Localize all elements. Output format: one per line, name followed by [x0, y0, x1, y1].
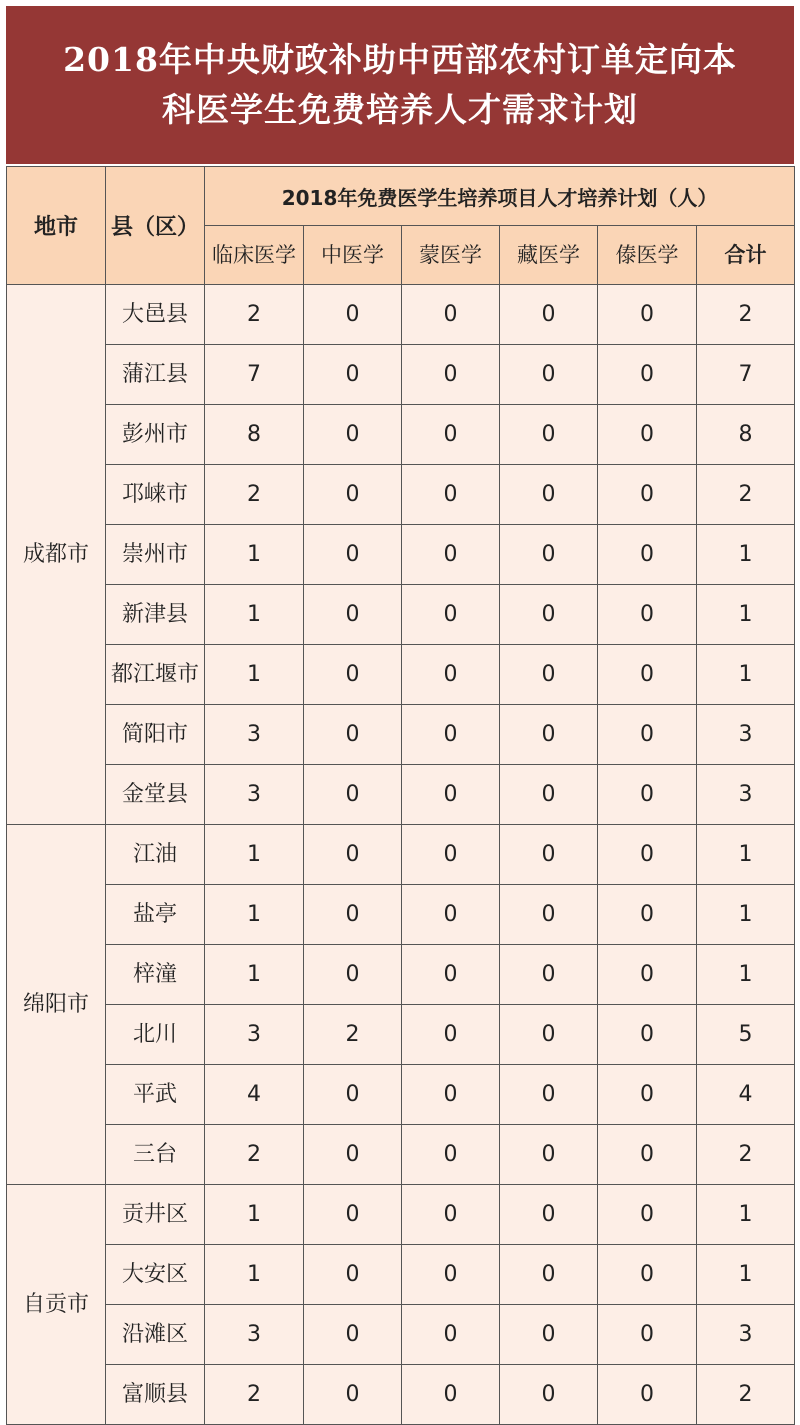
value-cell: 2	[697, 285, 795, 345]
value-cell: 0	[402, 705, 500, 765]
value-cell: 0	[598, 1245, 697, 1305]
value-cell: 0	[304, 1065, 402, 1125]
value-cell: 0	[304, 1305, 402, 1365]
value-cell: 1	[697, 525, 795, 585]
value-cell: 0	[402, 1065, 500, 1125]
value-cell: 0	[304, 465, 402, 525]
county-cell: 贡井区	[106, 1185, 205, 1245]
value-cell: 0	[598, 1125, 697, 1185]
county-cell: 金堂县	[106, 765, 205, 825]
value-cell: 0	[598, 825, 697, 885]
value-cell: 0	[402, 1125, 500, 1185]
value-cell: 0	[598, 1305, 697, 1365]
value-cell: 0	[402, 1245, 500, 1305]
city-cell: 自贡市	[7, 1185, 106, 1425]
value-cell: 1	[697, 645, 795, 705]
value-cell: 0	[402, 1365, 500, 1425]
value-cell: 3	[205, 1305, 304, 1365]
value-cell: 1	[697, 1245, 795, 1305]
value-cell: 0	[402, 945, 500, 1005]
value-cell: 0	[500, 1305, 598, 1365]
value-cell: 1	[697, 885, 795, 945]
value-cell: 0	[598, 1185, 697, 1245]
value-cell: 0	[304, 885, 402, 945]
value-cell: 0	[598, 405, 697, 465]
value-cell: 0	[304, 705, 402, 765]
value-cell: 0	[402, 1005, 500, 1065]
value-cell: 0	[500, 885, 598, 945]
county-cell: 蒲江县	[106, 345, 205, 405]
value-cell: 0	[402, 465, 500, 525]
value-cell: 0	[402, 765, 500, 825]
header-col-tcm: 中医学	[304, 226, 402, 285]
county-cell: 邛崃市	[106, 465, 205, 525]
value-cell: 2	[205, 285, 304, 345]
county-cell: 北川	[106, 1005, 205, 1065]
value-cell: 1	[697, 1185, 795, 1245]
value-cell: 3	[697, 765, 795, 825]
value-cell: 0	[598, 1065, 697, 1125]
value-cell: 0	[304, 345, 402, 405]
value-cell: 0	[304, 405, 402, 465]
value-cell: 1	[205, 885, 304, 945]
title-line-2: 科医学生免费培养人才需求计划	[162, 90, 638, 129]
county-cell: 平武	[106, 1065, 205, 1125]
value-cell: 0	[304, 1365, 402, 1425]
value-cell: 0	[598, 285, 697, 345]
value-cell: 0	[500, 1005, 598, 1065]
value-cell: 0	[500, 465, 598, 525]
value-cell: 0	[402, 405, 500, 465]
table-row	[7, 765, 795, 825]
table-row	[7, 1065, 795, 1125]
value-cell: 1	[205, 525, 304, 585]
value-cell: 1	[205, 945, 304, 1005]
value-cell: 2	[205, 1365, 304, 1425]
value-cell: 1	[697, 945, 795, 1005]
value-cell: 0	[304, 285, 402, 345]
county-cell: 江油	[106, 825, 205, 885]
value-cell: 5	[697, 1005, 795, 1065]
county-cell: 三台	[106, 1125, 205, 1185]
value-cell: 0	[500, 765, 598, 825]
header-col-dai: 傣医学	[598, 226, 697, 285]
value-cell: 3	[697, 1305, 795, 1365]
value-cell: 0	[304, 1185, 402, 1245]
value-cell: 0	[402, 345, 500, 405]
table-row	[7, 285, 795, 345]
value-cell: 0	[500, 1065, 598, 1125]
county-cell: 富顺县	[106, 1365, 205, 1425]
value-cell: 0	[598, 585, 697, 645]
value-cell: 7	[697, 345, 795, 405]
value-cell: 8	[205, 405, 304, 465]
county-cell: 新津县	[106, 585, 205, 645]
header-col-tibetan: 藏医学	[500, 226, 598, 285]
value-cell: 8	[697, 405, 795, 465]
header-county: 县（区）	[106, 167, 205, 285]
value-cell: 0	[500, 1365, 598, 1425]
table-row	[7, 465, 795, 525]
title-banner	[6, 6, 794, 164]
value-cell: 0	[598, 465, 697, 525]
value-cell: 0	[304, 525, 402, 585]
table-row	[7, 945, 795, 1005]
county-cell: 盐亭	[106, 885, 205, 945]
value-cell: 2	[697, 1125, 795, 1185]
city-cell: 绵阳市	[7, 825, 106, 1185]
value-cell: 0	[402, 645, 500, 705]
value-cell: 2	[205, 1125, 304, 1185]
table-row	[7, 1125, 795, 1185]
county-cell: 大邑县	[106, 285, 205, 345]
value-cell: 0	[598, 945, 697, 1005]
value-cell: 1	[205, 1185, 304, 1245]
value-cell: 1	[697, 825, 795, 885]
value-cell: 0	[500, 945, 598, 1005]
value-cell: 0	[304, 1125, 402, 1185]
value-cell: 0	[500, 285, 598, 345]
value-cell: 0	[598, 885, 697, 945]
table-row	[7, 645, 795, 705]
value-cell: 0	[402, 585, 500, 645]
county-cell: 大安区	[106, 1245, 205, 1305]
table-row	[7, 345, 795, 405]
header-col-total: 合计	[697, 226, 795, 285]
county-cell: 沿滩区	[106, 1305, 205, 1365]
value-cell: 0	[598, 645, 697, 705]
value-cell: 1	[205, 1245, 304, 1305]
county-cell: 梓潼	[106, 945, 205, 1005]
county-cell: 崇州市	[106, 525, 205, 585]
value-cell: 1	[205, 645, 304, 705]
value-cell: 0	[402, 285, 500, 345]
value-cell: 0	[500, 585, 598, 645]
value-cell: 0	[500, 1245, 598, 1305]
value-cell: 4	[205, 1065, 304, 1125]
value-cell: 1	[697, 585, 795, 645]
value-cell: 2	[697, 465, 795, 525]
value-cell: 0	[500, 1185, 598, 1245]
table-body	[7, 285, 795, 1425]
value-cell: 2	[304, 1005, 402, 1065]
value-cell: 0	[500, 405, 598, 465]
table-row	[7, 405, 795, 465]
value-cell: 3	[205, 705, 304, 765]
header-col-mongolian: 蒙医学	[402, 226, 500, 285]
table-row	[7, 1305, 795, 1365]
value-cell: 3	[205, 765, 304, 825]
value-cell: 0	[598, 525, 697, 585]
value-cell: 0	[304, 645, 402, 705]
value-cell: 0	[500, 345, 598, 405]
table-row	[7, 525, 795, 585]
plan-table	[6, 166, 795, 1425]
value-cell: 0	[598, 765, 697, 825]
table-row	[7, 1185, 795, 1245]
county-cell: 都江堰市	[106, 645, 205, 705]
table-row	[7, 1365, 795, 1425]
table-row	[7, 825, 795, 885]
value-cell: 1	[205, 825, 304, 885]
value-cell: 0	[402, 825, 500, 885]
value-cell: 0	[304, 825, 402, 885]
header-group: 2018年免费医学生培养项目人才培养计划（人）	[205, 167, 795, 226]
value-cell: 0	[304, 1245, 402, 1305]
value-cell: 1	[205, 585, 304, 645]
value-cell: 0	[304, 945, 402, 1005]
table-row	[7, 885, 795, 945]
value-cell: 0	[598, 345, 697, 405]
table-row	[7, 705, 795, 765]
value-cell: 0	[304, 765, 402, 825]
value-cell: 0	[598, 705, 697, 765]
title-line-1: 2018年中央财政补助中西部农村订单定向本	[63, 40, 737, 79]
value-cell: 7	[205, 345, 304, 405]
county-cell: 彭州市	[106, 405, 205, 465]
value-cell: 0	[402, 1305, 500, 1365]
value-cell: 0	[598, 1005, 697, 1065]
value-cell: 3	[205, 1005, 304, 1065]
value-cell: 0	[598, 1365, 697, 1425]
value-cell: 0	[500, 1125, 598, 1185]
value-cell: 2	[697, 1365, 795, 1425]
value-cell: 4	[697, 1065, 795, 1125]
table-row	[7, 585, 795, 645]
value-cell: 0	[500, 645, 598, 705]
value-cell: 0	[402, 885, 500, 945]
value-cell: 0	[402, 525, 500, 585]
value-cell: 0	[304, 585, 402, 645]
header-city: 地市	[7, 167, 106, 285]
value-cell: 0	[500, 525, 598, 585]
value-cell: 0	[500, 705, 598, 765]
header-col-clinical: 临床医学	[205, 226, 304, 285]
value-cell: 3	[697, 705, 795, 765]
value-cell: 0	[500, 825, 598, 885]
county-cell: 简阳市	[106, 705, 205, 765]
city-cell: 成都市	[7, 285, 106, 825]
table-row	[7, 1005, 795, 1065]
value-cell: 0	[402, 1185, 500, 1245]
table-row	[7, 1245, 795, 1305]
value-cell: 2	[205, 465, 304, 525]
